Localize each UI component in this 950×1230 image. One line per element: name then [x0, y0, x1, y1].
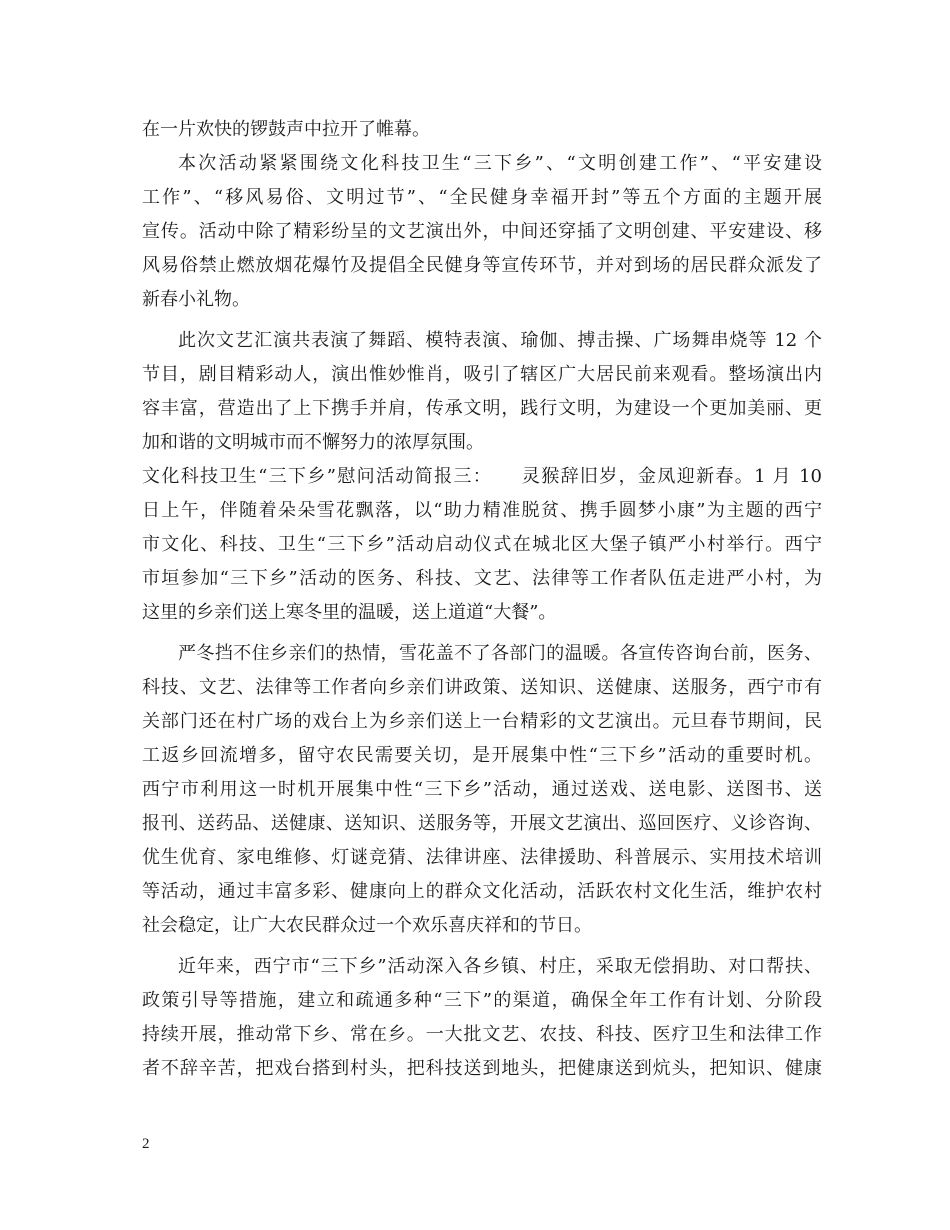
text-line: 政策引导等措施，建立和疏通多种“三下”的渠道，确保全年工作有计划、分阶段	[142, 990, 822, 1011]
text-line: 严冬挡不住乡亲们的热情，雪花盖不了各部门的温暖。各宣传咨询台前，医务、	[178, 643, 822, 664]
text-line: 日上午，伴随着朵朵雪花飘落，以“助力精准脱贫、携手圆梦小康”为主题的西宁	[142, 500, 822, 521]
text-line: 者不辞辛苦，把戏台搭到村头，把科技送到地头，把健康送到炕头，把知识、健康	[142, 1058, 822, 1079]
text-line: 文化科技卫生“三下乡”慰问活动简报三： 灵猴辞旧岁，金凤迎新春。1 月 10	[142, 466, 822, 487]
text-line: 这里的乡亲们送上寒冬里的温暖，送上道道“大餐”。	[142, 602, 557, 623]
text-line: 新春小礼物。	[142, 289, 250, 310]
text-line: 此次文艺汇演共表演了舞蹈、模特表演、瑜伽、搏击操、广场舞串烧等 12 个	[178, 330, 822, 351]
text-line: 报刊、送药品、送健康、送知识、送服务等，开展文艺演出、巡回医疗、义诊咨询、	[142, 813, 822, 834]
text-line: 社会稳定，让广大农民群众过一个欢乐喜庆祥和的节日。	[142, 915, 592, 936]
text-line: 加和谐的文明城市而不懈努力的浓厚氛围。	[142, 432, 484, 453]
text-line: 关部门还在村广场的戏台上为乡亲们送上一台精彩的文艺演出。元旦春节期间，民	[142, 711, 822, 732]
text-line: 在一片欢快的锣鼓声中拉开了帷幕。	[142, 119, 430, 140]
text-line: 优生优育、家电维修、灯谜竞猜、法律讲座、法律援助、科普展示、实用技术培训	[142, 847, 822, 868]
text-line: 宣传。活动中除了精彩纷呈的文艺演出外，中间还穿插了文明创建、平安建设、移	[142, 221, 822, 242]
text-line: 节目，剧目精彩动人，演出惟妙惟肖，吸引了辖区广大居民前来观看。整场演出内	[142, 364, 822, 385]
text-line: 市文化、科技、卫生“三下乡”活动启动仪式在城北区大堡子镇严小村举行。西宁	[142, 534, 822, 555]
text-line: 工返乡回流增多，留守农民需要关切，是开展集中性“三下乡”活动的重要时机。	[142, 745, 822, 766]
text-line: 风易俗禁止燃放烟花爆竹及提倡全民健身等宣传环节，并对到场的居民群众派发了	[142, 255, 822, 276]
text-line: 近年来，西宁市“三下乡”活动深入各乡镇、村庄，采取无偿捐助、对口帮扶、	[178, 956, 822, 977]
text-line: 市垣参加“三下乡”活动的医务、科技、文艺、法律等工作者队伍走进严小村，为	[142, 568, 822, 589]
text-line: 科技、文艺、法律等工作者向乡亲们讲政策、送知识、送健康、送服务，西宁市有	[142, 677, 822, 698]
text-line: 容丰富，营造出了上下携手并肩，传承文明，践行文明，为建设一个更加美丽、更	[142, 398, 822, 419]
text-line: 本次活动紧紧围绕文化科技卫生“三下乡”、“文明创建工作”、“平安建设	[178, 153, 822, 174]
text-line: 持续开展，推动常下乡、常在乡。一大批文艺、农技、科技、医疗卫生和法律工作	[142, 1024, 822, 1045]
text-line: 西宁市利用这一时机开展集中性“三下乡”活动，通过送戏、送电影、送图书、送	[142, 779, 822, 800]
text-line: 等活动，通过丰富多彩、健康向上的群众文化活动，活跃农村文化生活，维护农村	[142, 881, 822, 902]
page-number: 2	[142, 1136, 150, 1152]
text-line: 工作”、“移风易俗、文明过节”、“全民健身幸福开封”等五个方面的主题开展	[142, 187, 822, 208]
